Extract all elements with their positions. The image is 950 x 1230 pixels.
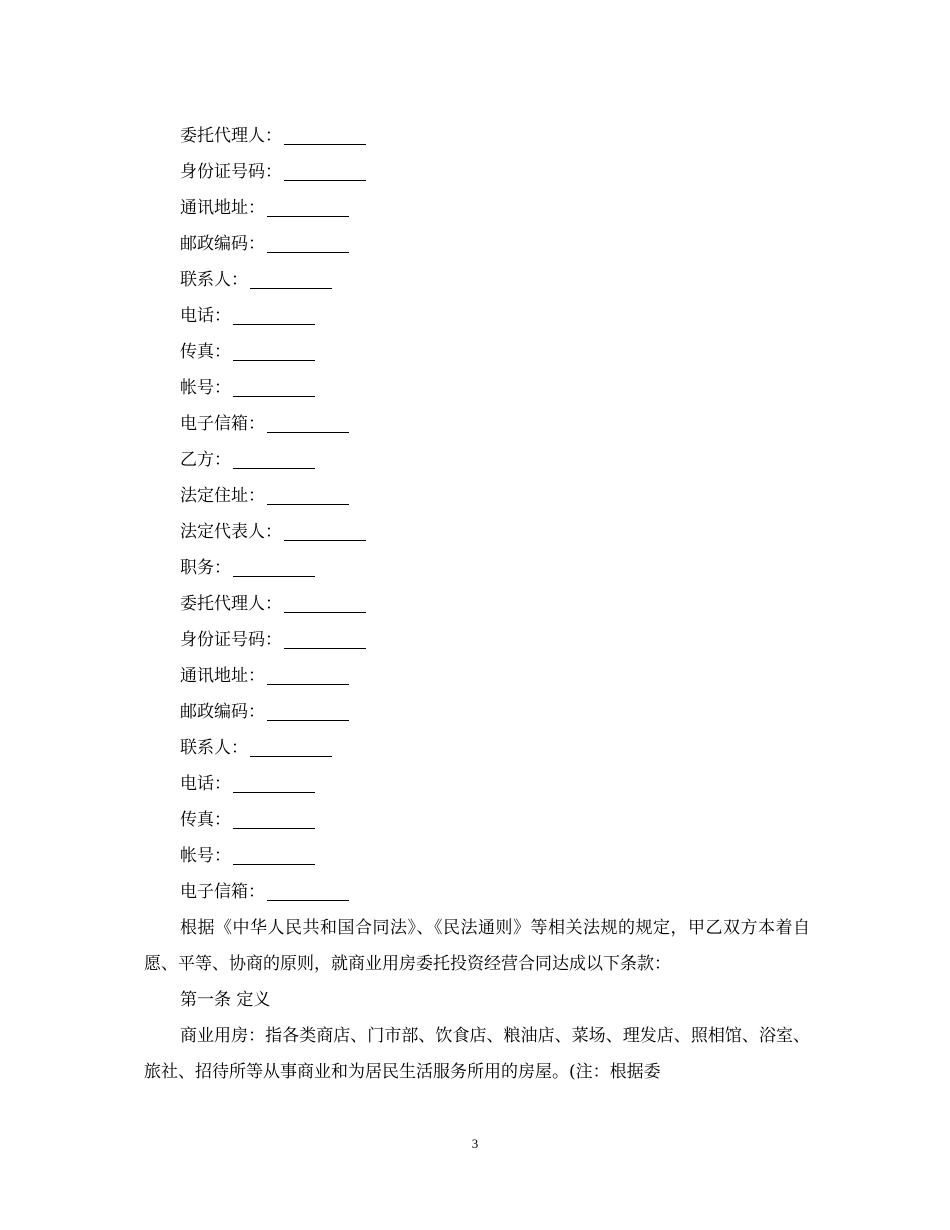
field-phone-a [144,298,810,334]
field-fax-b [144,802,810,838]
field-legal-rep-b [144,514,810,550]
field-contact-a [144,262,810,298]
fill-in-blank[interactable] [233,376,315,397]
field-email-a [144,406,810,442]
article-heading: 第一条 定义 [180,990,271,1010]
fill-in-blank[interactable] [233,340,315,361]
fill-in-blank[interactable] [267,484,349,505]
field-agent-b [144,586,810,622]
fill-in-blank[interactable] [233,772,315,793]
field-phone-b [144,766,810,802]
page-number: 3 [471,1136,479,1151]
fill-in-blank[interactable] [233,304,315,325]
field-id-number-b [144,622,810,658]
fill-in-blank[interactable] [267,664,349,685]
field-label: 电子信箱： [180,414,265,434]
fill-in-blank[interactable] [233,556,315,577]
field-contact-b [144,730,810,766]
field-label: 联系人： [180,738,248,758]
fill-in-blank[interactable] [267,880,349,901]
field-label: 职务： [180,558,231,578]
fill-in-blank[interactable] [233,808,315,829]
field-legal-address-b [144,478,810,514]
fill-in-blank[interactable] [267,412,349,433]
field-label: 通讯地址： [180,666,265,686]
field-label: 联系人： [180,270,248,290]
field-account-b [144,838,810,874]
fill-in-blank[interactable] [267,196,349,217]
fill-in-blank[interactable] [233,844,315,865]
field-email-b [144,874,810,910]
field-label: 邮政编码： [180,234,265,254]
fill-in-blank[interactable] [233,448,315,469]
field-label: 传真： [180,342,231,362]
field-postcode-b [144,694,810,730]
field-label: 电子信箱： [180,882,265,902]
fill-in-blank[interactable] [267,232,349,253]
intro-paragraph: 根据《中华人民共和国合同法》、《民法通则》等相关法规的规定，甲乙双方本着自愿、平等、协商的原则，就商业用房委托投资经营合同达成以下条款： [144,918,810,974]
fill-in-blank[interactable] [284,592,366,613]
fill-in-blank[interactable] [284,520,366,541]
field-postcode-a [144,226,810,262]
field-position-b [144,550,810,586]
field-label: 邮政编码： [180,702,265,722]
field-account-a [144,370,810,406]
field-label: 委托代理人： [180,594,282,614]
field-agent-a [144,118,810,154]
field-label: 委托代理人： [180,126,282,146]
field-label: 法定住址： [180,486,265,506]
field-address-b [144,658,810,694]
fill-in-blank[interactable] [284,124,366,145]
field-label: 电话： [180,306,231,326]
field-id-number-a [144,154,810,190]
field-label: 帐号： [180,846,231,866]
field-label: 身份证号码： [180,162,282,182]
field-label: 帐号： [180,378,231,398]
field-label: 法定代表人： [180,522,282,542]
field-label: 通讯地址： [180,198,265,218]
fill-in-blank[interactable] [284,160,366,181]
field-label: 传真： [180,810,231,830]
fill-in-blank[interactable] [250,736,332,757]
document-body [144,118,810,1090]
field-label: 身份证号码： [180,630,282,650]
fill-in-blank[interactable] [267,700,349,721]
field-party-b [144,442,810,478]
fill-in-blank[interactable] [284,628,366,649]
field-fax-a [144,334,810,370]
field-label: 乙方： [180,450,231,470]
field-address-a [144,190,810,226]
fill-in-blank[interactable] [250,268,332,289]
definition-paragraph: 商业用房：指各类商店、门市部、饮食店、粮油店、菜场、理发店、照相馆、浴室、旅社、招待所等从事商业和为居民生活服务所用的房屋。(注：根据委 [144,1026,810,1082]
field-label: 电话： [180,774,231,794]
